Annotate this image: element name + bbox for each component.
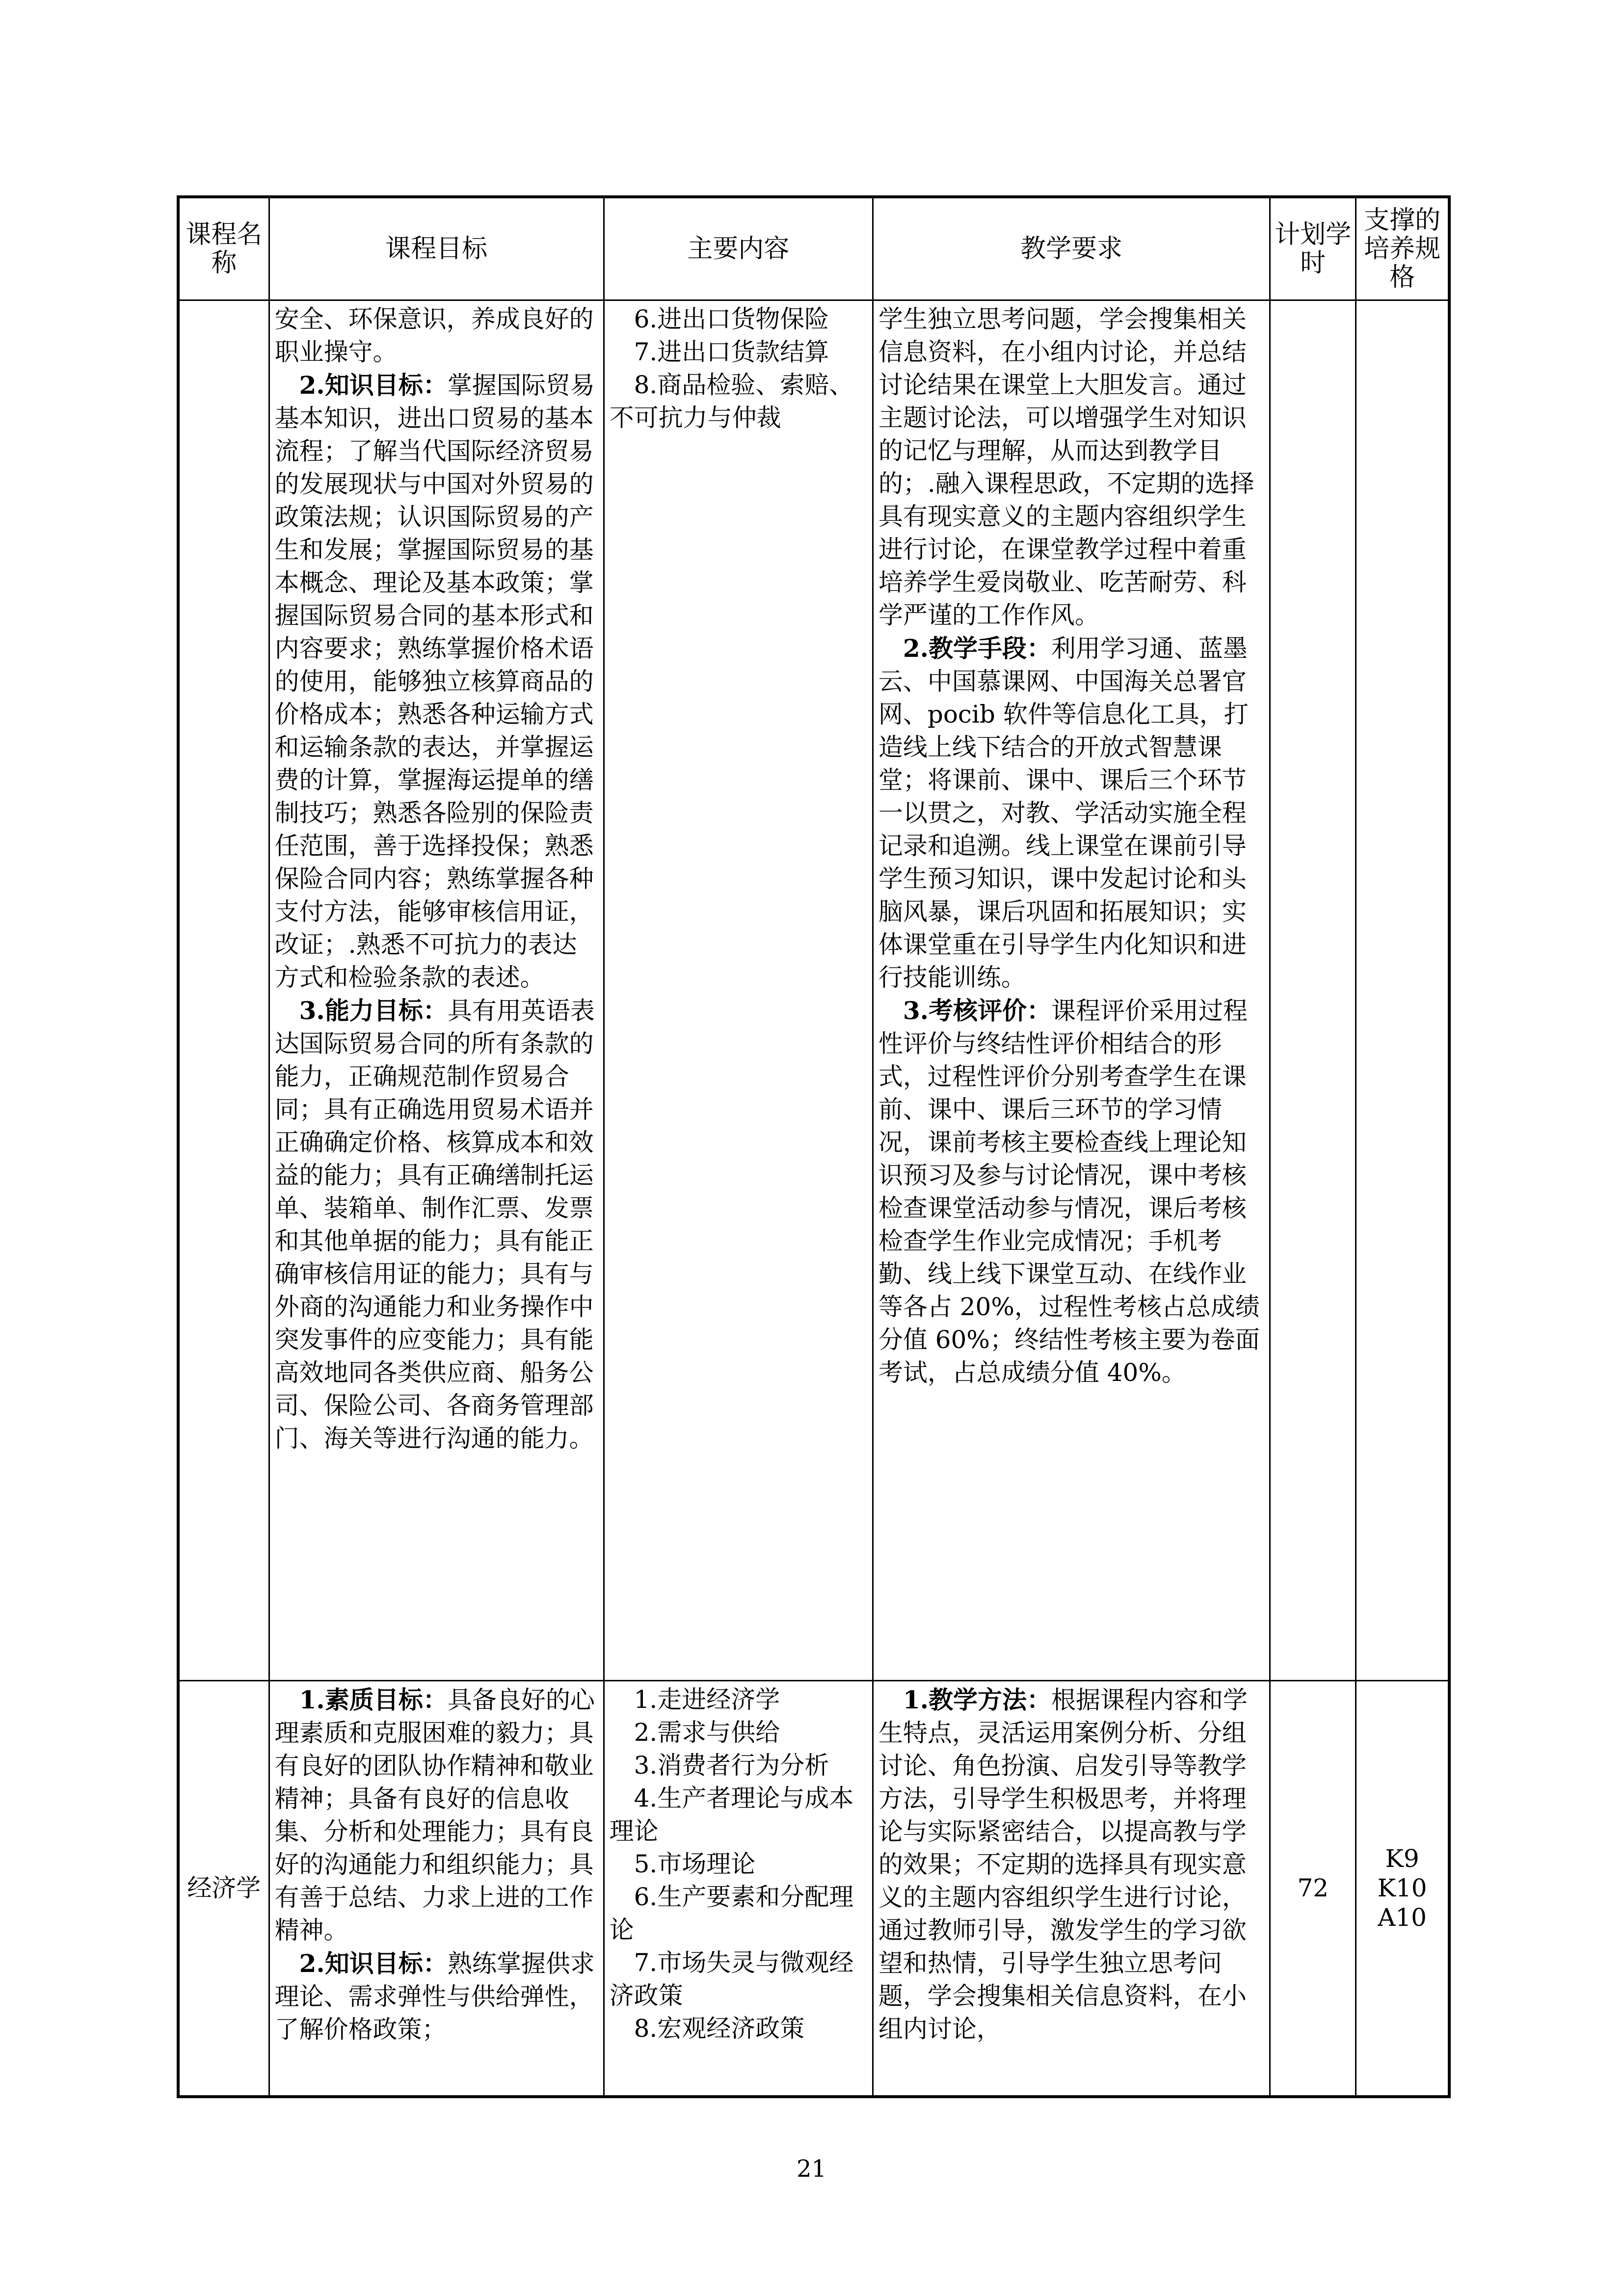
content-item: 6.生产要素和分配理论	[609, 1882, 854, 1944]
planned-hours-cell: 72	[1270, 1680, 1356, 2097]
content-item: 3.消费者行为分析	[634, 1751, 829, 1780]
requirements-paragraph	[878, 632, 1265, 994]
spec-code: K9	[1385, 1844, 1419, 1873]
main-content-cell	[604, 300, 873, 1680]
page-number: 21	[796, 2155, 827, 2183]
content-item: 8.宏观经济政策	[634, 2014, 805, 2043]
planned-hours-cell	[1270, 300, 1356, 1680]
header-main-content: 主要内容	[604, 197, 873, 300]
goals-paragraph: 安全、环保意识，养成良好的职业操守。	[274, 304, 594, 366]
content-item: 7.市场失灵与微观经济政策	[609, 1948, 854, 2010]
spec-code: A10	[1378, 1903, 1427, 1932]
requirements-text: 根据课程内容和学生特点，灵活运用案例分析、分组讨论、角色扮演、启发引导等教学方法，引导学生积极思考，并将理论与实际紧密结合，以提高教与学的效果；不定期的选择具有现实意义的主题内容组织学生进行讨论，通过教师引导，激发学生的学习欲望和热情，引导学生独立思考问题，学会搜集相关信息资料，在小组内讨论，	[878, 1685, 1248, 2043]
supported-specs-cell	[1356, 1680, 1449, 2097]
goals-label: 1.素质目标：	[299, 1685, 448, 1714]
spec-code: K10	[1377, 1874, 1427, 1903]
content-item: 7.进出口货款结算	[634, 337, 829, 366]
goals-paragraph	[275, 1683, 598, 1947]
goals-label: 2.知识目标：	[299, 1948, 448, 1978]
goals-label: 3.能力目标：	[299, 996, 448, 1025]
goals-text: 具备良好的心理素质和克服困难的毅力；具有良好的团队协作精神和敬业精神；具备有良好的信息收集、分析和处理能力；具有良好的沟通能力和组织能力；具有善于总结、力求上进的工作精神。	[274, 1685, 595, 1945]
content-item: 8.商品检验、索赔、不可抗力与仲裁	[609, 370, 854, 432]
course-goals-cell	[269, 1680, 604, 2097]
goals-paragraph	[275, 1947, 598, 2046]
goals-text: 熟练掌握供求理论、需求弹性与供给弹性，了解价格政策；	[274, 1949, 595, 2044]
header-teaching-requirements: 教学要求	[873, 197, 1270, 300]
content-item: 2.需求与供给	[634, 1718, 780, 1747]
requirements-paragraph	[878, 1683, 1265, 2046]
requirements-paragraph: 学生独立思考问题，学会搜集相关信息资料，在小组内讨论，并总结讨论结果在课堂上大胆发言。通过主题讨论法，可以增强学生对知识的记忆与理解，从而达到教学目的；.融入课程思政，不定期的选择具有现实意义的主题内容组织学生进行讨论，在课堂教学过程中着重培养学生爱岗敬业、吃苦耐劳、科学严谨的工作作风。	[878, 304, 1254, 629]
table-row	[178, 300, 1449, 1680]
table-row	[178, 1680, 1449, 2097]
requirements-text: 课程评价采用过程性评价与终结性评价相结合的形式，过程性评价分别考查学生在课前、课中、课后三环节的学习情况，课前考核主要检查线上理论知识预习及参与讨论情况，课中考核检查课堂活动参与情况，课后考核检查学生作业完成情况；手机考勤、线上线下课堂互动、在线作业等各占 20%，过程性考核占总成绩分值 60%；终结性考核主要为卷面考试，占总成绩分值 40%。	[878, 996, 1260, 1387]
requirements-paragraph	[878, 994, 1265, 1389]
supported-specs-cell	[1356, 300, 1449, 1680]
goals-text: 掌握国际贸易基本知识，进出口贸易的基本流程；了解当代国际经济贸易的发展现状与中国对外贸易的政策法规；认识国际贸易的产生和发展；掌握国际贸易的基本概念、理论及基本政策；掌握国际贸易合同的基本形式和内容要求；熟练掌握价格术语的使用，能够独立核算商品的价格成本；熟悉各种运输方式和运输条款的表达，并掌握运费的计算，掌握海运提单的缮制技巧；熟悉各险别的保险责任范围，善于选择投保；熟悉保险合同内容；熟练掌握各种支付方法，能够审核信用证，改证；.熟悉不可抗力的表达方式和检验条款的表述。	[274, 371, 595, 992]
content-item: 4.生产者理论与成本理论	[609, 1783, 854, 1845]
header-course-name: 课程名称	[178, 197, 269, 300]
course-name-cell	[178, 300, 269, 1680]
requirements-label: 3.考核评价：	[903, 996, 1052, 1025]
content-item: 1.走进经济学	[634, 1685, 780, 1714]
content-item: 6.进出口货物保险	[634, 304, 829, 333]
course-table	[177, 195, 1451, 2098]
requirements-text: 利用学习通、蓝墨云、中国慕课网、中国海关总署官网、pocib 软件等信息化工具，打造线上线下结合的开放式智慧课堂；将课前、课中、课后三个环节一以贯之，对教、学活动实施全程记录和追溯。线上课堂在课前引导学生预习知识，课中发起讨论和头脑风暴，课后巩固和拓展知识；实体课堂重在引导学生内化知识和进行技能训练。	[878, 634, 1249, 992]
table-header-row	[178, 197, 1449, 300]
goals-paragraph	[275, 994, 598, 1455]
requirements-label: 2.教学手段：	[903, 633, 1052, 663]
header-supported-specs: 支撑的培养规格	[1356, 197, 1449, 300]
header-course-goals: 课程目标	[269, 197, 604, 300]
goals-paragraph	[275, 369, 598, 994]
main-content-cell	[604, 1680, 873, 2097]
header-planned-hours: 计划学时	[1270, 197, 1356, 300]
requirements-label: 1.教学方法：	[903, 1685, 1052, 1714]
goals-label: 2.知识目标：	[299, 370, 448, 400]
course-name-cell: 经济学	[178, 1680, 269, 2097]
teaching-requirements-cell	[873, 1680, 1270, 2097]
goals-text: 具有用英语表达国际贸易合同的所有条款的能力，正确规范制作贸易合同；具有正确选用贸易术语并正确确定价格、核算成本和效益的能力；具有正确缮制托运单、装箱单、制作汇票、发票和其他单据的能力；具有能正确审核信用证的能力；具有与外商的沟通能力和业务操作中突发事件的应变能力；具有能高效地同各类供应商、船务公司、保险公司、各商务管理部门、海关等进行沟通的能力。	[274, 996, 595, 1453]
content-item: 5.市场理论	[634, 1849, 756, 1878]
course-goals-cell	[269, 300, 604, 1680]
teaching-requirements-cell	[873, 300, 1270, 1680]
